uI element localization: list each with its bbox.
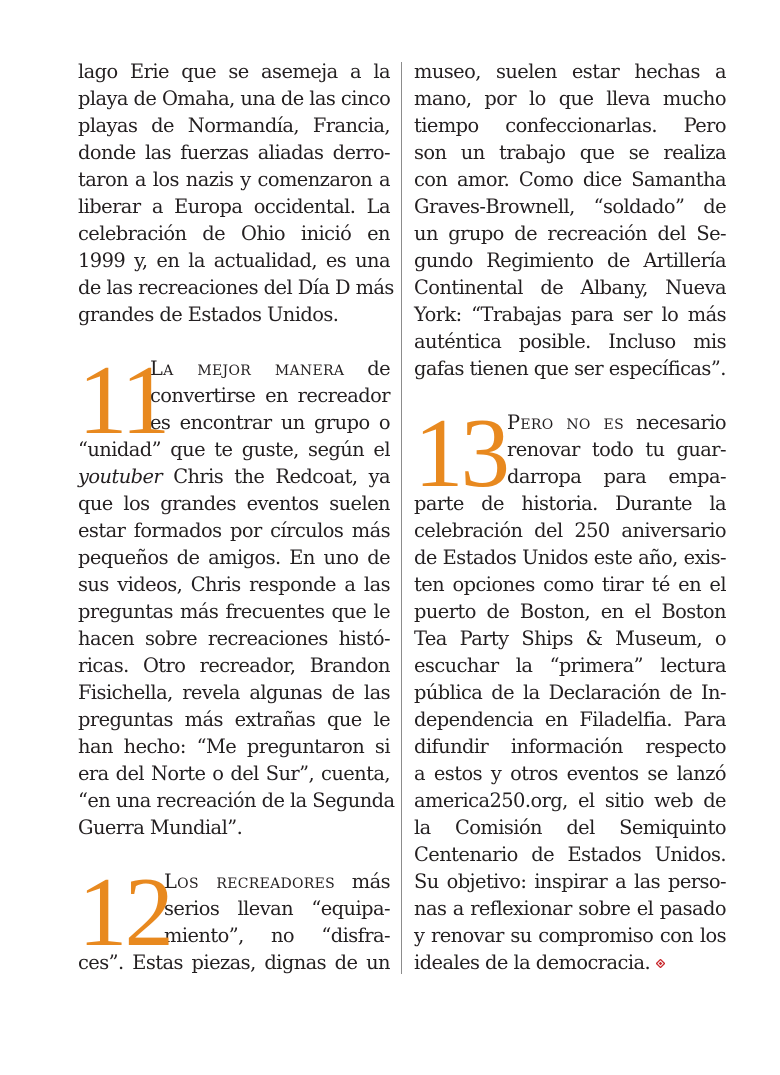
text-fragment: de bbox=[344, 357, 390, 380]
text-line: hacen sobre recreaciones histó- bbox=[78, 627, 390, 650]
text-line: lago Erie que se asemeja a la bbox=[78, 60, 390, 83]
text-line: Centenario de Estados Unidos. bbox=[414, 843, 726, 866]
last-line-text: ideales de la democracia. bbox=[414, 951, 651, 974]
text-line: estar formados por círculos más bbox=[78, 519, 390, 542]
text-line: Su objetivo: inspirar a las perso- bbox=[414, 870, 726, 893]
text-line: “en una recreación de la Segunda bbox=[78, 789, 395, 812]
text-fragment: Chris the Redcoat, ya bbox=[162, 465, 390, 488]
text-line: Continental de Albany, Nueva bbox=[414, 276, 726, 299]
text-line: miento”, no “disfra- bbox=[164, 924, 390, 947]
section-number-12: 12 bbox=[78, 858, 171, 967]
right-column bbox=[414, 58, 726, 976]
text-line: tiempo confeccionarlas. Pero bbox=[414, 114, 726, 137]
left-column bbox=[78, 58, 395, 976]
text-line: era del Norte o del Sur”, cuenta, bbox=[78, 762, 390, 785]
text-line: Guerra Mundial”. bbox=[78, 816, 243, 839]
text-line: ricas. Otro recreador, Brandon bbox=[78, 654, 390, 677]
text-line: darropa para empa- bbox=[507, 465, 726, 488]
text-line: celebración del 250 aniversario bbox=[414, 519, 726, 542]
text-line: son un trabajo que se realiza bbox=[414, 141, 726, 164]
section-13 bbox=[414, 399, 726, 976]
text-line: auténtica posible. Incluso mis bbox=[414, 330, 726, 353]
text-line: que los grandes eventos suelen bbox=[78, 492, 390, 515]
text-line bbox=[414, 949, 726, 976]
text-line: nas a reflexionar sobre el pasado bbox=[414, 897, 726, 920]
text-line: convertirse en recreador bbox=[150, 384, 390, 407]
text-line: serios llevan “equipa- bbox=[164, 897, 390, 920]
text-line: es encontrar un grupo o bbox=[150, 411, 390, 434]
text-line: donde las fuerzas aliadas derro- bbox=[78, 141, 390, 164]
section-lead: La mejor manera bbox=[150, 357, 345, 380]
text-line: pública de la Declaración de In- bbox=[414, 681, 726, 704]
section-number-11: 11 bbox=[78, 346, 168, 455]
text-line: Graves-Brownell, “soldado” de bbox=[414, 195, 726, 218]
text-line: y renovar su compromiso con los bbox=[414, 924, 726, 947]
text-line: grandes de Estados Unidos. bbox=[78, 303, 339, 326]
text-line: la Comisión del Semiquinto bbox=[414, 816, 726, 839]
end-mark-icon bbox=[656, 959, 665, 968]
text-line: de las recreaciones del Día D más bbox=[78, 276, 394, 299]
text-line: Fisichella, revela algunas de las bbox=[78, 681, 390, 704]
text-line: preguntas más frecuentes que le bbox=[78, 600, 390, 623]
text-line: america250.org, el sitio web de bbox=[414, 789, 726, 812]
text-line: dependencia en Filadelfia. Para bbox=[414, 708, 726, 731]
text-line: escuchar la “primera” lectura bbox=[414, 654, 726, 677]
text-line: liberar a Europa occidental. La bbox=[78, 195, 390, 218]
text-line: playas de Normandía, Francia, bbox=[78, 114, 390, 137]
text-line: celebración de Ohio inició en bbox=[78, 222, 390, 245]
text-line: taron a los nazis y comenzaron a bbox=[78, 168, 390, 191]
text-fragment: necesario bbox=[623, 411, 726, 434]
text-line: pequeños de amigos. En uno de bbox=[78, 546, 390, 569]
text-line: “unidad” que te guste, según el bbox=[78, 438, 390, 461]
section-number-13: 13 bbox=[414, 399, 507, 508]
text-line: han hecho: “Me preguntaron si bbox=[78, 735, 390, 758]
text-line: museo, suelen estar hechas a bbox=[414, 60, 726, 83]
italic-term: youtuber bbox=[78, 465, 163, 488]
section-lead: Los recreadores bbox=[164, 870, 336, 893]
text-line: sus videos, Chris responde a las bbox=[78, 573, 390, 596]
paragraph-intro bbox=[78, 58, 394, 328]
text-line: un grupo de recreación del Se- bbox=[414, 222, 726, 245]
text-line: gundo Regimiento de Artillería bbox=[414, 249, 726, 272]
text-line: York: “Trabajas para ser lo más bbox=[414, 303, 726, 326]
text-line: difundir información respecto bbox=[414, 735, 726, 758]
text-line: ten opciones como tirar té en el bbox=[414, 573, 726, 596]
text-line: ces”. Estas piezas, dignas de un bbox=[78, 951, 390, 974]
text-line: mano, por lo que lleva mucho bbox=[414, 87, 726, 110]
text-line: preguntas más extrañas que le bbox=[78, 708, 390, 731]
text-line: a estos y otros eventos se lanzó bbox=[414, 762, 726, 785]
text-line: con amor. Como dice Samantha bbox=[414, 168, 726, 191]
text-line: 1999 y, en la actualidad, es una bbox=[78, 249, 390, 272]
text-line: Tea Party Ships & Museum, o bbox=[414, 627, 726, 650]
column-divider bbox=[401, 62, 402, 974]
text-line: gafas tienen que ser específicas”. bbox=[414, 357, 726, 380]
paragraph-continued bbox=[414, 58, 726, 382]
section-lead: Pero no es bbox=[507, 411, 624, 434]
text-fragment: más bbox=[335, 870, 390, 893]
section-11 bbox=[78, 346, 395, 841]
text-line: renovar todo tu guar- bbox=[507, 438, 726, 461]
text-line: playa de Omaha, una de las cinco bbox=[78, 87, 391, 110]
text-line bbox=[78, 463, 390, 490]
section-12 bbox=[78, 858, 390, 976]
text-line: puerto de Boston, en el Boston bbox=[414, 600, 726, 623]
text-line: parte de historia. Durante la bbox=[414, 492, 726, 515]
text-line: de Estados Unidos este año, exis- bbox=[414, 546, 726, 569]
